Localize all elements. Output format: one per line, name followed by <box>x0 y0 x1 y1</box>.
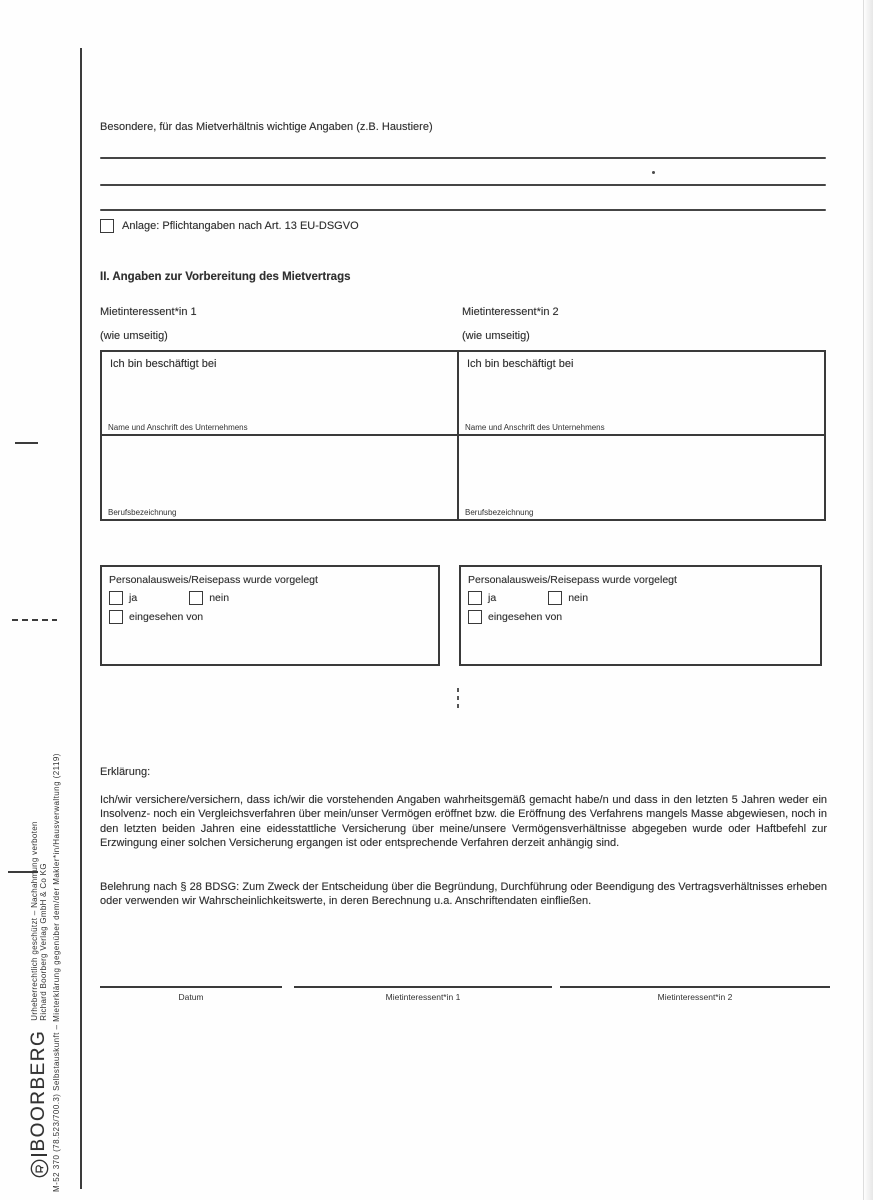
job-caption-1: Berufsbezeichnung <box>108 508 177 517</box>
left-margin-rule <box>80 48 82 1189</box>
attachment-checkbox[interactable] <box>100 219 114 233</box>
applicant1-header: Mietinteressent*in 1 <box>100 306 197 318</box>
page-edge-shadow <box>863 0 873 1200</box>
declaration-heading: Erklärung: <box>100 766 151 778</box>
fold-mark-middle <box>12 619 57 621</box>
identity-inspected-label-2: eingesehen von <box>488 611 563 623</box>
identity-inspected-checkbox-2[interactable] <box>468 610 482 624</box>
declaration-body: Ich/wir versichere/versichern, dass ich/wir die vorstehenden Angaben wahrheitsgemäß gemacht habe/n und dass in den letzten 5 Jahren weder ein Insolvenz- noch ein Vergleichsverfahren über mein/unser Vermögen eröffnet bzw. die Eröffnung des Verfahrens mangels Masse abgewiesen, noch in den letzten beiden Jahren eine eidesstattliche Versicherung über meine/unsere Vermögensverhältnisse abgegeben wurde oder Haftbefehl zur Erzwingung einer solchen Versicherung ergangen ist oder entsprechende Verfahren derzeit anhängig sind. <box>100 794 827 849</box>
boorberg-logo-icon <box>30 1159 49 1178</box>
signature-applicant1-label: Mietinteressent*in 1 <box>385 992 461 1002</box>
identity-inspected-row-2 <box>468 610 813 624</box>
publisher-logo-line <box>28 1030 50 1178</box>
identity-title-1: Personalausweis/Reisepass wurde vorgelegt <box>109 574 318 586</box>
signature-date-line[interactable] <box>100 986 282 1002</box>
identity-no-label-1: nein <box>209 592 230 604</box>
company-line: Richard Boorberg Verlag GmbH & Co KG <box>39 863 48 1021</box>
publisher-name: BOORBERG <box>28 1029 49 1152</box>
identity-yes-label-1: ja <box>129 592 138 604</box>
signature-date-label: Datum <box>178 992 204 1002</box>
employed-at-label-1: Ich bin beschäftigt bei <box>110 358 217 370</box>
company-caption-2: Name und Anschrift des Unternehmens <box>465 423 605 432</box>
section2-heading: II. Angaben zur Vorbereitung des Mietvertrags <box>100 271 351 283</box>
identity-no-label-2: nein <box>568 592 589 604</box>
job-caption-2: Berufsbezeichnung <box>465 508 534 517</box>
special-notes-line-3[interactable] <box>100 209 826 211</box>
scan-speck <box>652 171 655 174</box>
employment-company-cell-1[interactable] <box>102 352 459 436</box>
applicant2-subheader: (wie umseitig) <box>462 330 530 342</box>
signature-applicant2-line[interactable] <box>560 986 830 1002</box>
identity-yesno-row-1 <box>109 591 431 605</box>
fold-mark-top <box>15 442 38 444</box>
identity-yesno-row-2 <box>468 591 813 605</box>
company-caption-1: Name und Anschrift des Unternehmens <box>108 423 248 432</box>
identity-no-checkbox-2[interactable] <box>548 591 562 605</box>
employment-company-cell-2[interactable] <box>459 352 824 436</box>
employment-job-cell-1[interactable] <box>102 436 459 519</box>
publisher-row <box>28 687 50 1178</box>
employment-table <box>100 350 826 521</box>
identity-inspected-checkbox-1[interactable] <box>109 610 123 624</box>
attachment-label: Anlage: Pflichtangaben nach Art. 13 EU-DSGVO <box>122 220 359 232</box>
identity-inspected-row-1 <box>109 610 431 624</box>
applicant2-header: Mietinteressent*in 2 <box>462 306 559 318</box>
copyright-line: Urheberrechtlich geschützt – Nachahmung verboten <box>29 821 39 1021</box>
signature-applicant2-label: Mietinteressent*in 2 <box>657 992 733 1002</box>
signature-applicant1-line[interactable] <box>294 986 552 1002</box>
order-info-line: M-52 370 (78.523/700.3) Selbstauskunft – Mieterklärung gegenüber dem/der Makler*in/Hausverwaltung (2119) <box>52 753 61 1192</box>
identity-yes-checkbox-1[interactable] <box>109 591 123 605</box>
special-notes-label: Besondere, für das Mietverhältnis wichtige Angaben (z.B. Haustiere) <box>100 121 433 133</box>
identity-box-1 <box>100 565 440 666</box>
publisher-company-block <box>30 821 49 1020</box>
identity-title-2: Personalausweis/Reisepass wurde vorgelegt <box>468 574 677 586</box>
bdsg-notice: Belehrung nach § 28 BDSG: Zum Zweck der Entscheidung über die Begründung, Durchführung oder Beendigung des Vertragsverhältnisses erheben oder verwenden wir Wahrscheinlichkeitswerte, in deren Berechnung u.a. Anschriftendaten einfließen. <box>100 881 827 908</box>
attachment-row <box>100 219 359 233</box>
logo-divider <box>31 1155 47 1157</box>
identity-inspected-label-1: eingesehen von <box>129 611 204 623</box>
special-notes-line-2[interactable] <box>100 184 826 186</box>
identity-no-checkbox-1[interactable] <box>189 591 203 605</box>
identity-box-2 <box>459 565 822 666</box>
applicant1-subheader: (wie umseitig) <box>100 330 168 342</box>
column-fold-mark <box>457 688 459 710</box>
employment-job-cell-2[interactable] <box>459 436 824 519</box>
publisher-sidebar <box>28 687 61 1192</box>
identity-yes-checkbox-2[interactable] <box>468 591 482 605</box>
employed-at-label-2: Ich bin beschäftigt bei <box>467 358 574 370</box>
special-notes-line-1[interactable] <box>100 157 826 159</box>
identity-yes-label-2: ja <box>488 592 497 604</box>
